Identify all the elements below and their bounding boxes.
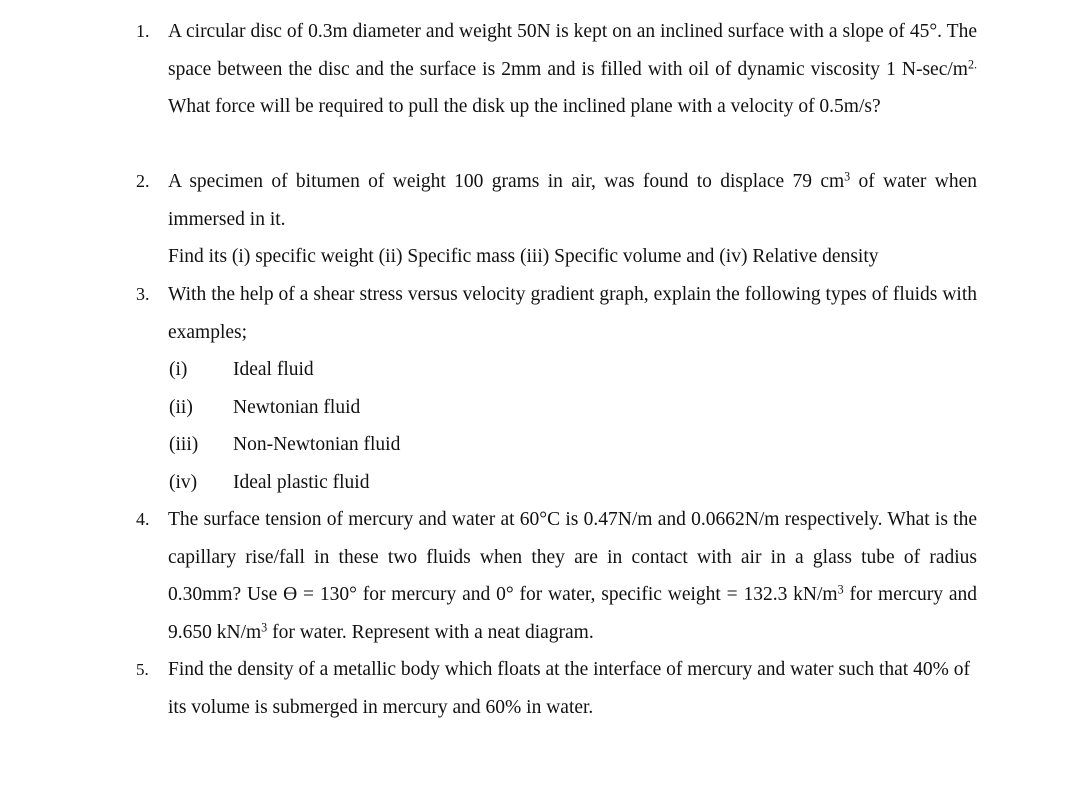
question-2-number: 2. xyxy=(136,171,150,191)
list-item-roman: (iii) xyxy=(169,434,199,455)
question-5-text: Find the density of a metallic body which floats at the interface of mercury and water such that 40% of its volume is submerged in mercury and 60% in water. xyxy=(168,659,970,718)
question-5-number: 5. xyxy=(136,660,149,679)
list-item-label: Newtonian fluid xyxy=(233,397,361,418)
question-4-text: The surface tension of mercury and water at 60°C is 0.47N/m and 0.0662N/m respectively. What is the capillary rise/fall in these two fluids when they are in contact with air in a glass tube of radius 0.30mm? Use ϴ = 130° for mercury and 0° for water, specific weight = 132.3 $kN/m^3$ for mercury and 9.650 $kN/m^3$ for water. Represent with a neat diagram. xyxy=(168,509,977,643)
question-2-followup: Find its (i) specific weight (ii) Specific mass (iii) Specific volume and (iv) Relative density xyxy=(168,246,879,267)
question-2-text: A specimen of bitumen of weight 100 grams in air, was found to displace 79 $cm^3$ of water when immersed in it. xyxy=(168,169,977,230)
question-4-number: 4. xyxy=(136,509,150,529)
question-3-text: With the help of a shear stress versus velocity gradient graph, explain the following types of fluids with examples; xyxy=(168,284,977,343)
list-item-roman: (iv) xyxy=(169,472,198,493)
list-item-roman: (i) xyxy=(169,359,188,380)
question-1-text: A circular disc of 0.3m diameter and weight 50N is kept on an inclined surface with a slope of 45°. The space between the disc and the surface is 2mm and is filled with oil of dynamic viscosity 1 $N-\sec/m^{2.}$ What force will be required to pull the disk up the inclined plane with a velocity of 0.5m/s? xyxy=(168,21,977,118)
list-item-label: Ideal plastic fluid xyxy=(233,472,370,493)
question-1-number: 1. xyxy=(136,21,150,41)
list-item-roman: (ii) xyxy=(169,397,193,418)
list-item-label: Ideal fluid xyxy=(233,359,314,380)
question-3-number: 3. xyxy=(136,284,150,304)
list-item-label: Non-Newtonian fluid xyxy=(233,434,401,455)
